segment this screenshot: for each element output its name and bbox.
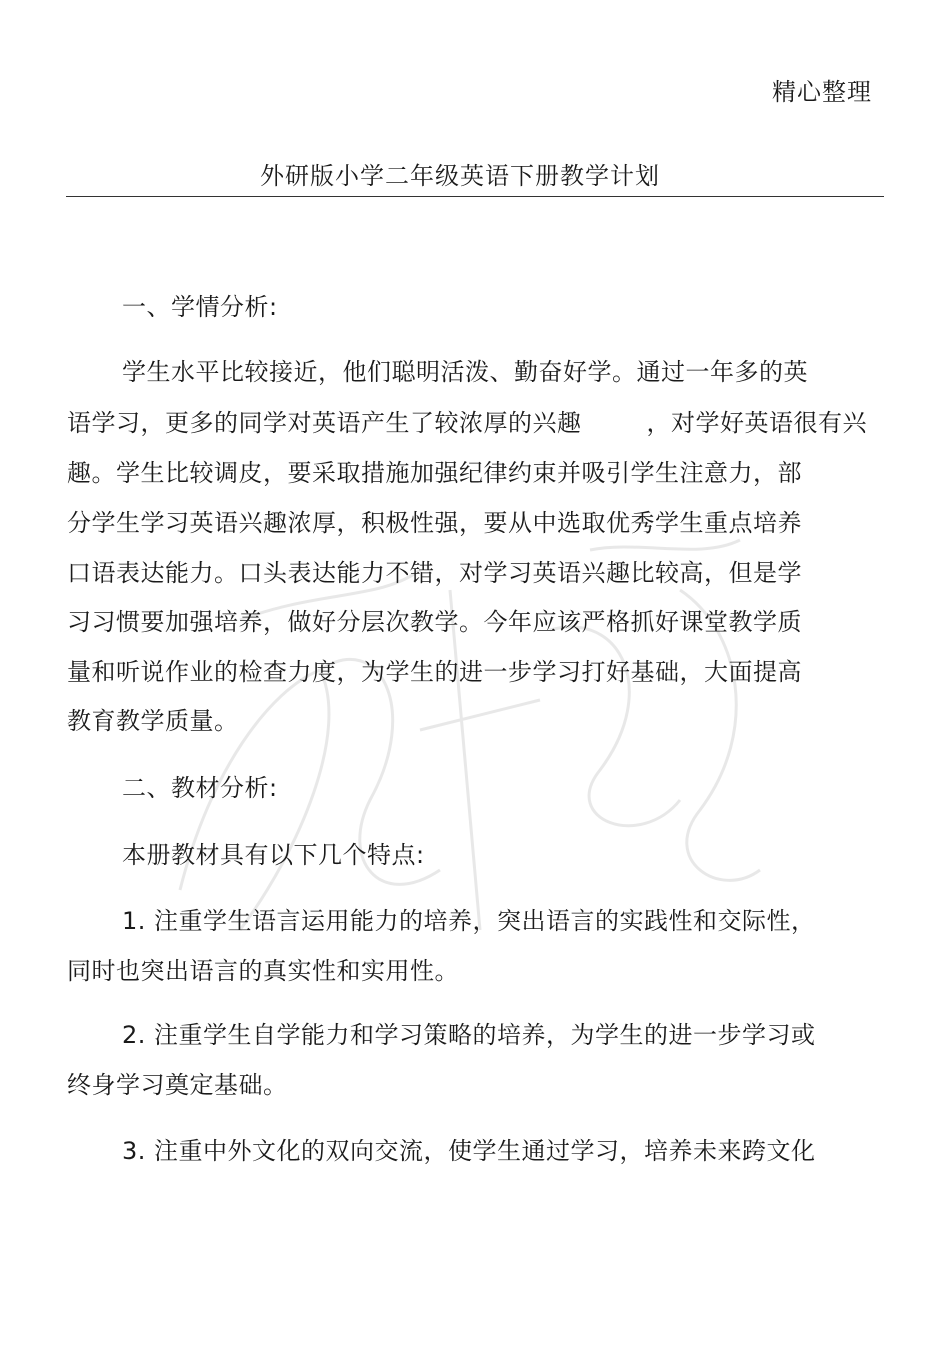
list-item-line: 终身学习奠定基础。 — [67, 1071, 288, 1099]
title-divider — [66, 196, 884, 197]
list-item-line: 2. 注重学生自学能力和学习策略的培养，为学生的进一步学习或 — [122, 1021, 816, 1049]
header-note: 精心整理 — [772, 78, 872, 106]
section-heading: 二、教材分析: — [122, 774, 278, 802]
document-title: 外研版小学二年级英语下册教学计划 — [260, 162, 660, 190]
paragraph-line: 量和听说作业的检查力度，为学生的进一步学习打好基础，大面提高 — [67, 658, 802, 686]
paragraph-line: 学生水平比较接近，他们聪明活泼、勤奋好学。通过一年多的英 — [122, 358, 808, 386]
paragraph-line: 分学生学习英语兴趣浓厚，积极性强，要从中选取优秀学生重点培养 — [67, 509, 802, 537]
paragraph-line: 语学习，更多的同学对英语产生了较浓厚的兴趣 ，对学好英语很有兴 — [67, 409, 868, 437]
paragraph-line: 口语表达能力。口头表达能力不错，对学习英语兴趣比较高，但是学 — [67, 559, 802, 587]
paragraph-line: 习习惯要加强培养，做好分层次教学。今年应该严格抓好课堂教学质 — [67, 608, 802, 636]
paragraph-line: 本册教材具有以下几个特点: — [122, 841, 425, 869]
list-item-line: 同时也突出语言的真实性和实用性。 — [67, 957, 459, 985]
section-heading: 一、学情分析: — [122, 293, 278, 321]
list-item-line: 3. 注重中外文化的双向交流，使学生通过学习，培养未来跨文化 — [122, 1137, 816, 1165]
list-item-line: 1. 注重学生语言运用能力的培养，突出语言的实践性和交际性， — [122, 907, 816, 935]
paragraph-line: 趣。学生比较调皮，要采取措施加强纪律约束并吸引学生注意力，部 — [67, 459, 802, 487]
paragraph-line: 教育教学质量。 — [67, 707, 239, 735]
